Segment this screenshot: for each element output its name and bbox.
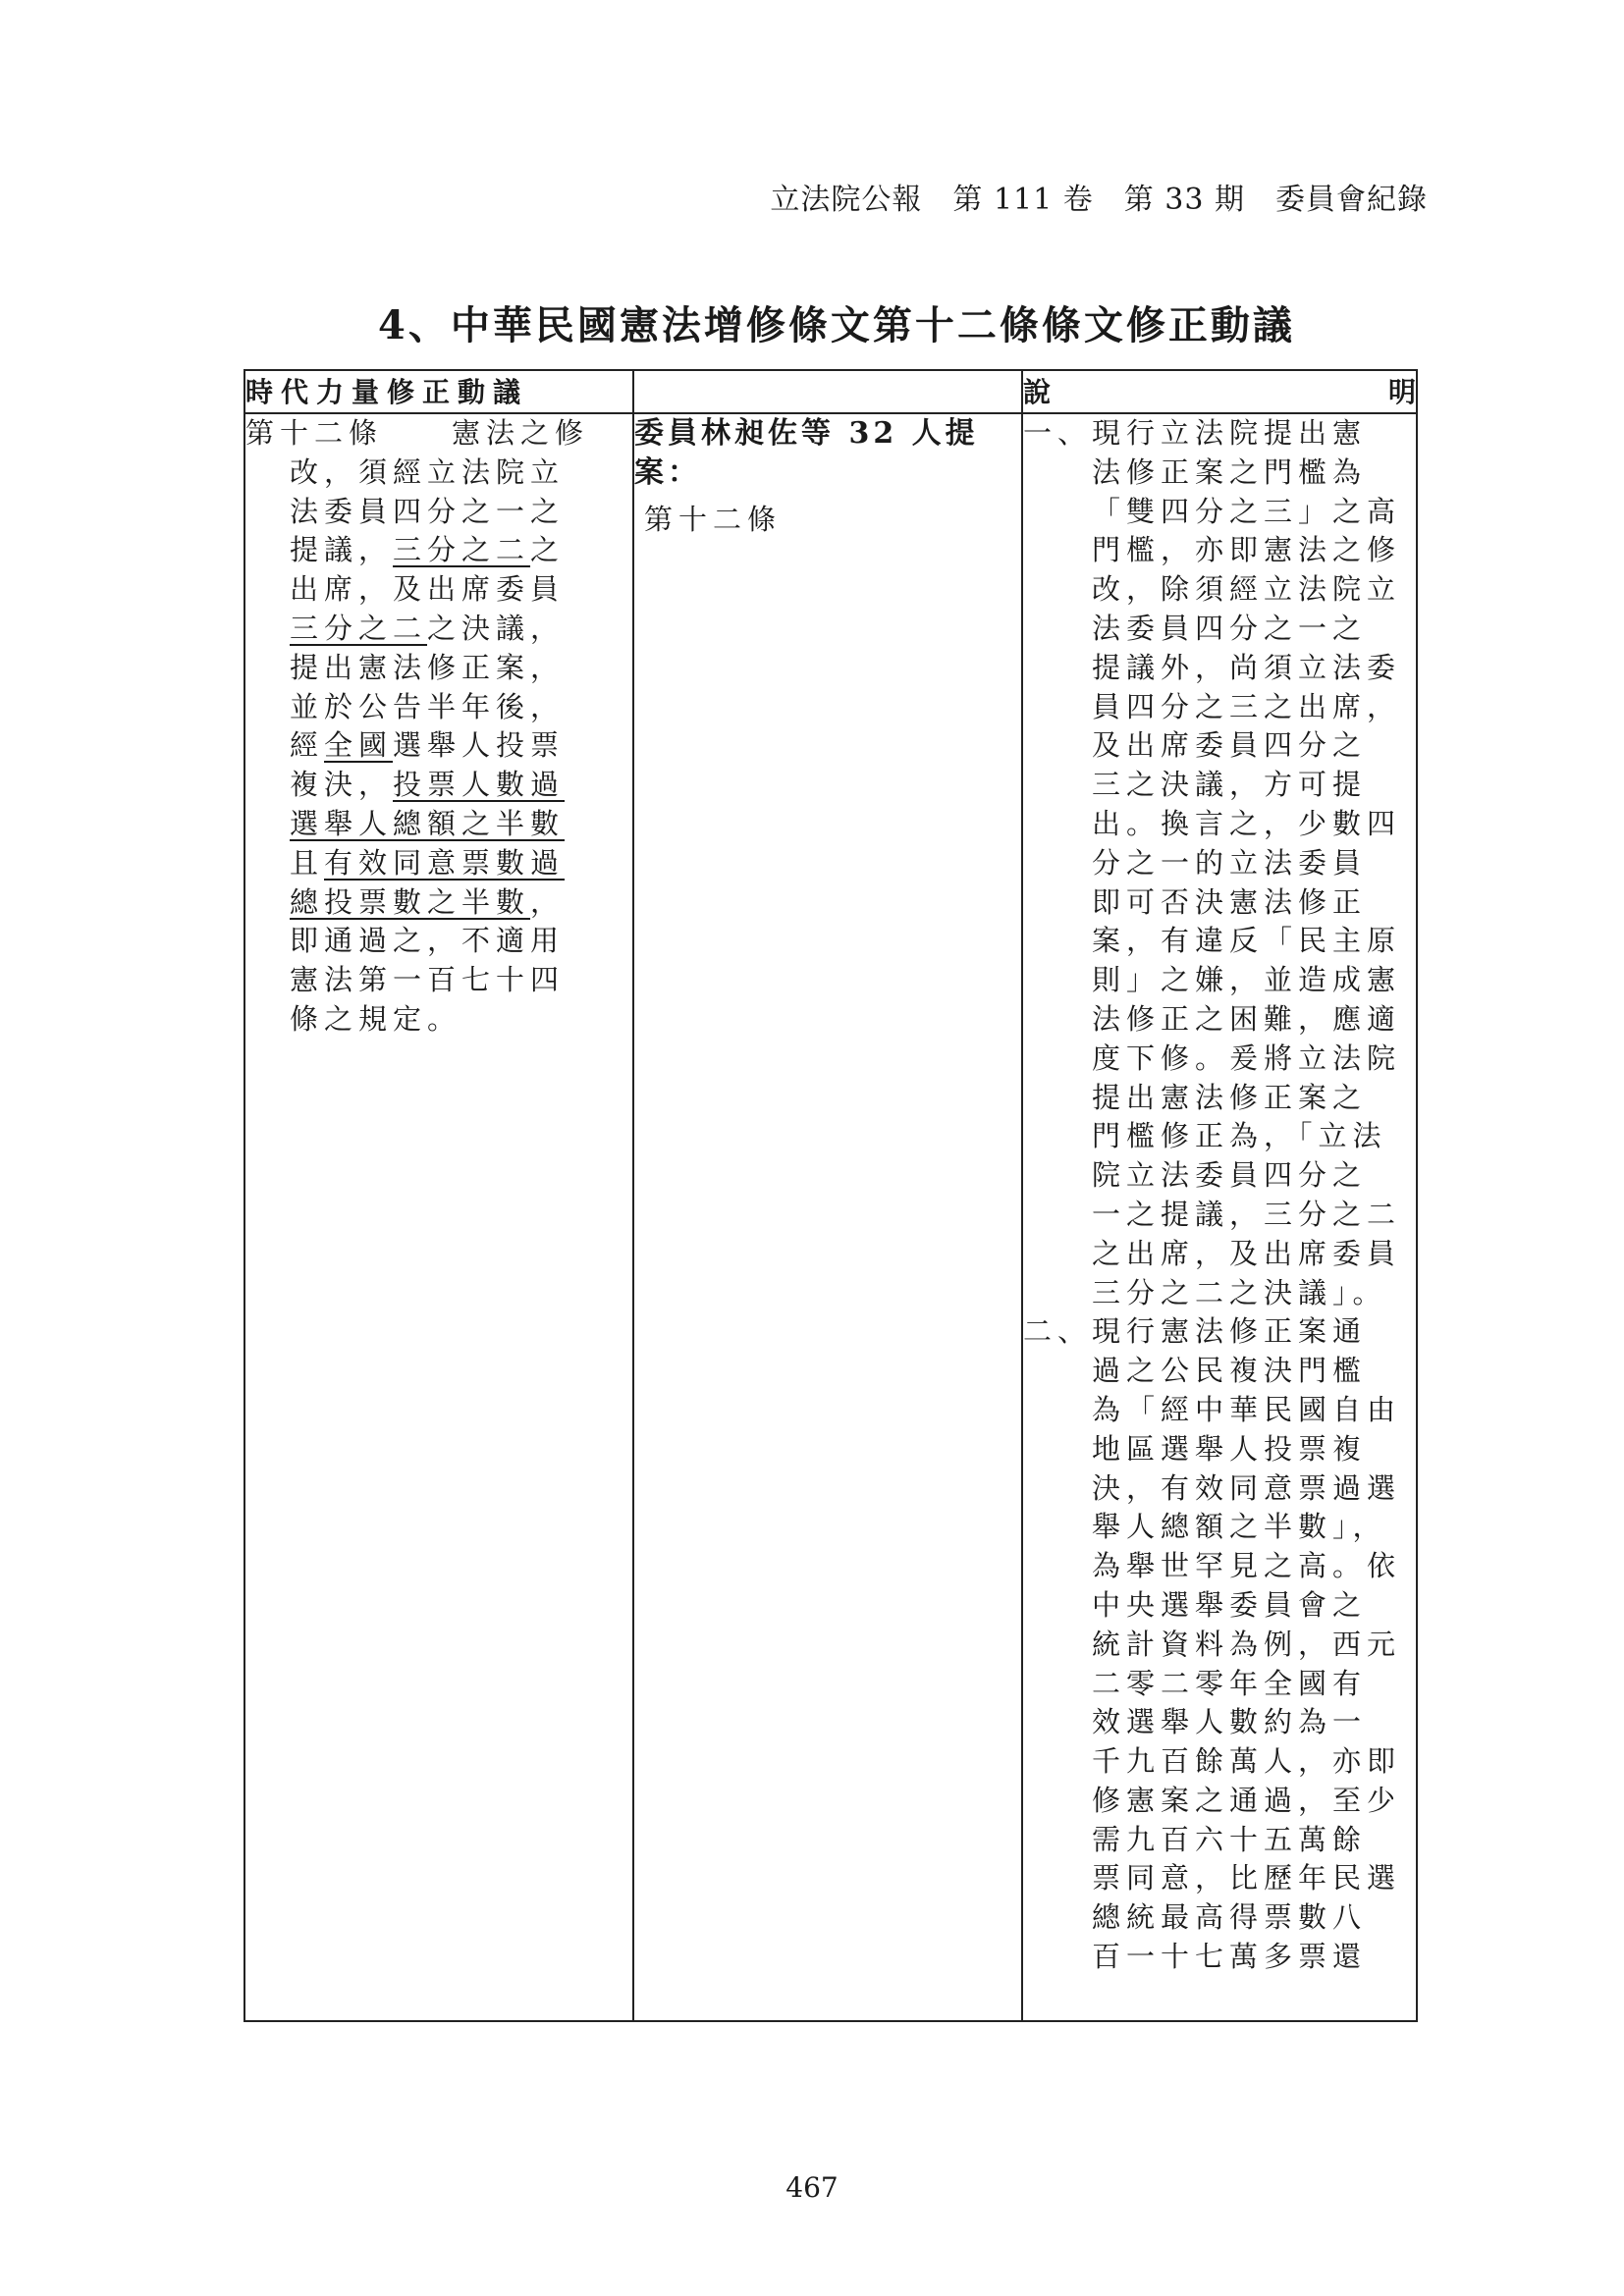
explanation-line: 百一十七萬多票還 bbox=[1092, 1940, 1368, 1974]
explanation-line: 出。換言之，少數四 bbox=[1092, 806, 1402, 840]
motion-line: 提出憲法修正案， bbox=[290, 650, 566, 684]
explanation-line: 三分之二之決議」。 bbox=[1092, 1275, 1387, 1309]
motion-line: 改，須經立法院立 bbox=[290, 454, 566, 489]
explanation-line: 之出席，及出席委員 bbox=[1092, 1236, 1402, 1270]
motion-line: 提議，三分之二之 bbox=[290, 533, 566, 567]
motion-line: 憲法第一百七十四 bbox=[290, 963, 566, 997]
proposal-article: 第十二條 bbox=[644, 503, 783, 536]
explanation-item-2 bbox=[1023, 1312, 1416, 1977]
motion-line: 法委員四分之一之 bbox=[290, 494, 566, 528]
motion-line: 出席，及出席委員 bbox=[290, 572, 566, 607]
table-body-row bbox=[244, 413, 1417, 2021]
explanation-line: 提出憲法修正案之 bbox=[1092, 1080, 1368, 1114]
explanation-line: 地區選舉人投票複 bbox=[1092, 1431, 1368, 1466]
page-number: 467 bbox=[785, 2171, 839, 2204]
explanation-line: 員四分之三之出席， bbox=[1092, 689, 1402, 723]
explanation-line: 現行立法院提出憲 bbox=[1092, 416, 1368, 450]
gazette-header: 立法院公報 第 111 卷 第 33 期 委員會紀錄 bbox=[770, 183, 1428, 217]
motion-line: 經全國選舉人投票 bbox=[290, 728, 566, 763]
explanation-line: 修憲案之通過，至少 bbox=[1092, 1783, 1402, 1817]
explanation-line: 二零二零年全國有 bbox=[1092, 1666, 1368, 1700]
amendment-table bbox=[244, 369, 1418, 2022]
explanation-line: 度下修。爰將立法院 bbox=[1092, 1041, 1402, 1075]
explanation-line: 法委員四分之一之 bbox=[1092, 611, 1368, 645]
explanation-line: 中央選舉委員會之 bbox=[1092, 1587, 1368, 1622]
explanation-line: 法修正之困難，應適 bbox=[1092, 1001, 1402, 1036]
header-explanation-right: 明 bbox=[1387, 376, 1416, 408]
explanation-line: 及出席委員四分之 bbox=[1092, 728, 1368, 763]
explanation-line: 為舉世罕見之高。依 bbox=[1092, 1549, 1402, 1583]
explanation-item-1 bbox=[1023, 414, 1416, 1312]
explanation-line: 門檻，亦即憲法之修 bbox=[1092, 533, 1402, 567]
document-title: 4、中華民國憲法增修條文第十二條條文修正動議 bbox=[378, 302, 1295, 348]
motion-line: 且有效同意票數過 bbox=[290, 845, 566, 880]
explanation-line: 千九百餘萬人，亦即 bbox=[1092, 1744, 1402, 1779]
table-header-row bbox=[244, 370, 1417, 413]
explanation-line: 現行憲法修正案通 bbox=[1092, 1314, 1368, 1349]
item-number: 一、 bbox=[1023, 416, 1093, 450]
explanation-line: 效選舉人數約為一 bbox=[1092, 1705, 1368, 1739]
explanation-line: 統計資料為例，西元 bbox=[1092, 1627, 1402, 1661]
explanation-line: 即可否決憲法修正 bbox=[1092, 884, 1368, 919]
proposal-cell bbox=[633, 413, 1022, 2021]
explanation-line: 則」之嫌，並造成憲 bbox=[1092, 963, 1402, 997]
explanation-line: 法修正案之門檻為 bbox=[1092, 454, 1368, 489]
proposer-line: 委員林昶佐等 32 人提 bbox=[634, 416, 979, 451]
motion-line: 並於公告半年後， bbox=[290, 689, 566, 723]
explanation-line: 決，有效同意票過選 bbox=[1092, 1470, 1402, 1505]
explanation-line: 分之一的立法委員 bbox=[1092, 845, 1368, 880]
motion-line: 即通過之，不適用 bbox=[290, 924, 566, 958]
motion-line: 選舉人總額之半數 bbox=[290, 806, 566, 840]
explanation-line: 門檻修正為，「立法 bbox=[1092, 1119, 1387, 1153]
explanation-line: 總統最高得票數八 bbox=[1092, 1900, 1368, 1935]
motion-line: 三分之二之決議， bbox=[290, 611, 566, 645]
header-explanation-left: 說 bbox=[1023, 376, 1052, 408]
explanation-line: 需九百六十五萬餘 bbox=[1092, 1822, 1368, 1856]
item-number: 二、 bbox=[1023, 1314, 1093, 1349]
motion-line: 複決，投票人數過 bbox=[290, 768, 566, 802]
motion-text-cell bbox=[244, 413, 633, 2021]
proposer-line: 案： bbox=[634, 455, 701, 490]
explanation-line: 票同意，比歷年民選 bbox=[1092, 1861, 1402, 1896]
explanation-line: 舉人總額之半數」， bbox=[1092, 1510, 1387, 1544]
explanation-line: 「雙四分之三」之高 bbox=[1092, 494, 1402, 528]
explanation-line: 改，除須經立法院立 bbox=[1092, 572, 1402, 607]
explanation-cell bbox=[1022, 413, 1417, 2021]
explanation-line: 案，有違反「民主原 bbox=[1092, 924, 1402, 958]
motion-first-line: 第十二條 憲法之修 bbox=[245, 416, 590, 450]
motion-line: 條之規定。 bbox=[290, 1001, 462, 1036]
motion-line: 總投票數之半數， bbox=[290, 884, 566, 919]
explanation-line: 一之提議，三分之二 bbox=[1092, 1197, 1402, 1231]
header-blank bbox=[633, 370, 1022, 413]
explanation-line: 為「經中華民國自由 bbox=[1092, 1392, 1402, 1426]
explanation-line: 過之公民複決門檻 bbox=[1092, 1354, 1368, 1388]
explanation-line: 提議外，尚須立法委 bbox=[1092, 650, 1402, 684]
explanation-line: 三之決議，方可提 bbox=[1092, 768, 1368, 802]
explanation-line: 院立法委員四分之 bbox=[1092, 1158, 1368, 1193]
header-explanation bbox=[1022, 370, 1417, 413]
header-motion: 時代力量修正動議 bbox=[244, 370, 633, 413]
